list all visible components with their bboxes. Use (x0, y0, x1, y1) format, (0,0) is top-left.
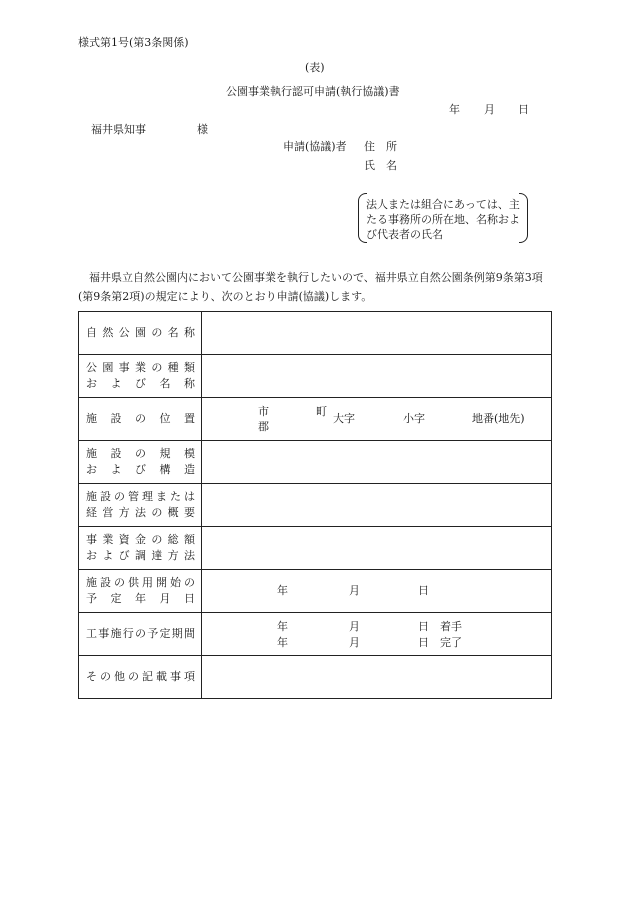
applicant-name-label: 氏 名 (364, 159, 397, 172)
note-line: び代表者の氏名 (366, 228, 443, 241)
period-start-suffix: 着手 (440, 620, 462, 633)
table-row (79, 527, 552, 570)
table-row (79, 441, 552, 484)
location-koaza: 小字 (403, 412, 425, 425)
date-month: 月 (484, 103, 495, 116)
label-line: お よ び 調 達 方 法 (86, 549, 195, 562)
table-row (79, 613, 552, 656)
start-date-cell[interactable] (202, 570, 552, 613)
label-line: 事 業 資 金 の 総 額 (86, 533, 195, 546)
construction-period-cell[interactable] (202, 613, 552, 656)
period-end-suffix: 完了 (440, 636, 462, 649)
period-start-day: 日 (418, 620, 429, 633)
label-line: 施 設 の 管 理 ま た は (86, 490, 195, 503)
location-oaza: 大字 (333, 412, 355, 425)
location-cell[interactable] (202, 398, 552, 441)
label-cell (79, 312, 202, 355)
paragraph-text: 福井県立自然公園内において公園事業を執行したいので、福井県立自然公園条例第9条第3項(第9条第2項)の規定により、次のとおり申請(協議)します。 (78, 271, 543, 303)
period-start-year: 年 (277, 620, 288, 633)
label-line: 施 設 の 位 置 (86, 412, 195, 425)
location-lot: 地番(地先) (472, 412, 525, 425)
applicant-address-label: 住 所 (364, 140, 397, 153)
label-cell (79, 613, 202, 656)
period-end-month: 月 (349, 636, 360, 649)
note-text (366, 197, 520, 242)
note-line: 法人または組合にあっては、主 (366, 198, 520, 211)
period-end-day: 日 (418, 636, 429, 649)
label-cell (79, 484, 202, 527)
label-line: 施 設 の 規 模 (86, 447, 195, 460)
date-year: 年 (449, 103, 460, 116)
table-row (79, 398, 552, 441)
label-line: 工 事 施 行 の 予 定 期 間 (86, 627, 195, 640)
label-cell (79, 656, 202, 699)
label-line: 施 設 の 供 用 開 始 の (86, 576, 195, 589)
location-city: 市 (258, 405, 269, 418)
application-paragraph (78, 268, 554, 306)
period-start-month: 月 (349, 620, 360, 633)
label-cell (79, 570, 202, 613)
side-label: (表) (305, 61, 325, 74)
note-bracket (358, 193, 528, 243)
label-cell (79, 527, 202, 570)
label-line: 予 定 年 月 日 (86, 592, 195, 605)
funding-cell[interactable] (202, 527, 552, 570)
location-county: 郡 (258, 420, 269, 433)
bracket-right (519, 193, 528, 243)
applicant-role: 申請(協議)者 (283, 140, 347, 153)
table-row (79, 312, 552, 355)
label-line: お よ び 構 造 (86, 463, 195, 476)
other-notes-cell[interactable] (202, 656, 552, 699)
label-cell (79, 441, 202, 484)
table-row (79, 656, 552, 699)
application-table (78, 311, 552, 699)
addressee-name: 福井県知事 (91, 123, 146, 136)
table-row (79, 484, 552, 527)
label-line: 経 営 方 法 の 概 要 (86, 506, 195, 519)
label-cell (79, 398, 202, 441)
label-cell (79, 355, 202, 398)
addressee-honorific: 様 (197, 123, 208, 136)
note-line: たる事務所の所在地、名称およ (366, 213, 520, 226)
park-name-cell[interactable] (202, 312, 552, 355)
start-day: 日 (418, 584, 429, 597)
project-type-cell[interactable] (202, 355, 552, 398)
form-number: 様式第1号(第3条関係) (78, 36, 189, 49)
label-line: 自 然 公 園 の 名 称 (86, 326, 195, 339)
management-cell[interactable] (202, 484, 552, 527)
label-line: そ の 他 の 記 載 事 項 (86, 670, 195, 683)
label-line: 公 園 事 業 の 種 類 (86, 361, 195, 374)
location-town: 町 (316, 405, 327, 418)
start-year: 年 (277, 584, 288, 597)
table-row (79, 355, 552, 398)
scale-structure-cell[interactable] (202, 441, 552, 484)
period-end-year: 年 (277, 636, 288, 649)
start-month: 月 (349, 584, 360, 597)
document-title: 公園事業執行認可申請(執行協議)書 (226, 85, 400, 98)
date-day: 日 (518, 103, 529, 116)
table-row (79, 570, 552, 613)
label-line: お よ び 名 称 (86, 377, 195, 390)
